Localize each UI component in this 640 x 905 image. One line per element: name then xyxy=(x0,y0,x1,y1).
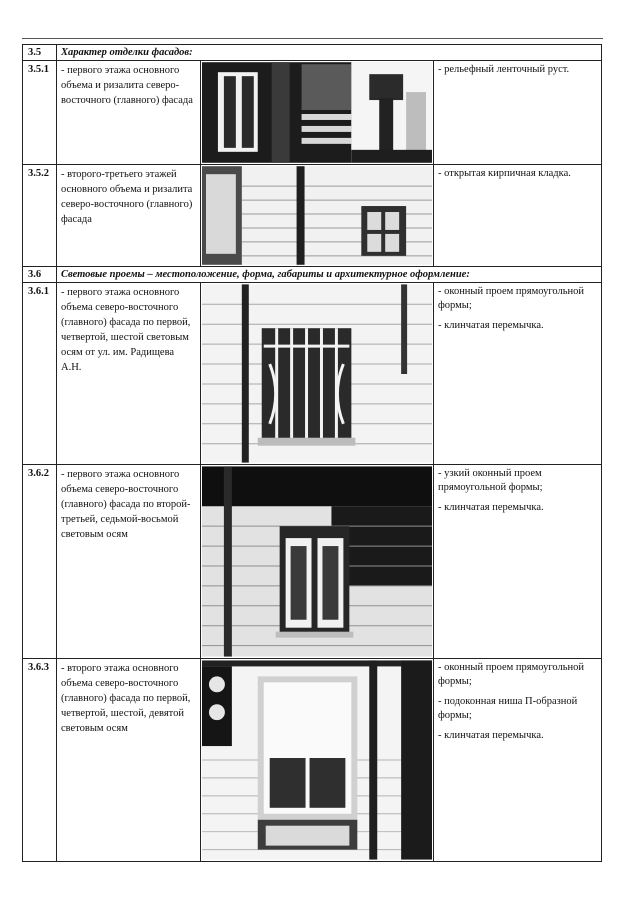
note-item: - узкий оконный проем прямоугольной формы; xyxy=(438,468,543,493)
section-title: Световые проемы – местоположение, форма, габариты и архитектурное оформление: xyxy=(57,267,602,283)
section-header-3-5 xyxy=(23,45,602,61)
facade-photo xyxy=(201,165,434,267)
row-description: - первого этажа основного объема и ризалита северо-восточного (главного) фасада xyxy=(57,61,201,165)
row-notes xyxy=(434,165,602,267)
note-item: - открытая кирпичная кладка. xyxy=(438,168,571,179)
facade-photo xyxy=(201,61,434,165)
photo-narrow-window xyxy=(202,466,432,657)
row-number: 3.5.1 xyxy=(23,61,57,165)
facade-photo xyxy=(201,659,434,862)
section-number: 3.6 xyxy=(23,267,57,283)
row-description: - второго-третьего этажей основного объема и ризалита северо-восточного (главного) фасада xyxy=(57,165,201,267)
row-number: 3.6.2 xyxy=(23,465,57,659)
row-number: 3.6.3 xyxy=(23,659,57,862)
note-item: - клинчатая перемычка. xyxy=(438,502,544,513)
photo-barred-window xyxy=(202,284,432,463)
row-description: - второго этажа основного объема северо-восточного (главного) фасада по первой, четвертой, шестой, девятой световым осям xyxy=(57,659,201,862)
row-number: 3.5.2 xyxy=(23,165,57,267)
note-item: - оконный проем прямоугольной формы; xyxy=(438,662,585,687)
note-item: - оконный проем прямоугольной формы; xyxy=(438,286,585,311)
row-notes xyxy=(434,659,602,862)
row-notes xyxy=(434,61,602,165)
photo-window-with-niche xyxy=(202,660,432,860)
table-row-3-5-1 xyxy=(23,61,602,165)
table-row-3-6-2 xyxy=(23,465,602,659)
facade-photo xyxy=(201,465,434,659)
top-rule xyxy=(22,38,603,39)
photo-rusticated-ground-floor xyxy=(202,62,432,163)
facade-photo xyxy=(201,283,434,465)
note-item: - клинчатая перемычка. xyxy=(438,730,544,741)
section-header-3-6 xyxy=(23,267,602,283)
table-row-3-5-2 xyxy=(23,165,602,267)
section-number: 3.5 xyxy=(23,45,57,61)
row-description: - первого этажа основного объема северо-восточного (главного) фасада по первой, четвертой, шестой световым осям от ул. им. Радищева А.Н. xyxy=(57,283,201,465)
facade-table xyxy=(22,44,602,862)
row-notes xyxy=(434,283,602,465)
table-row-3-6-1 xyxy=(23,283,602,465)
photo-brick-upper-floors xyxy=(202,166,432,265)
note-item: - рельефный ленточный руст. xyxy=(438,64,570,75)
section-title: Характер отделки фасадов: xyxy=(57,45,602,61)
note-item: - клинчатая перемычка. xyxy=(438,320,544,331)
note-item: - подоконная ниша П-образной формы; xyxy=(438,696,578,721)
row-notes xyxy=(434,465,602,659)
row-description: - первого этажа основного объема северо-восточного (главного) фасада по второй-третьей, седьмой-восьмой световым осям xyxy=(57,465,201,659)
row-number: 3.6.1 xyxy=(23,283,57,465)
table-row-3-6-3 xyxy=(23,659,602,862)
